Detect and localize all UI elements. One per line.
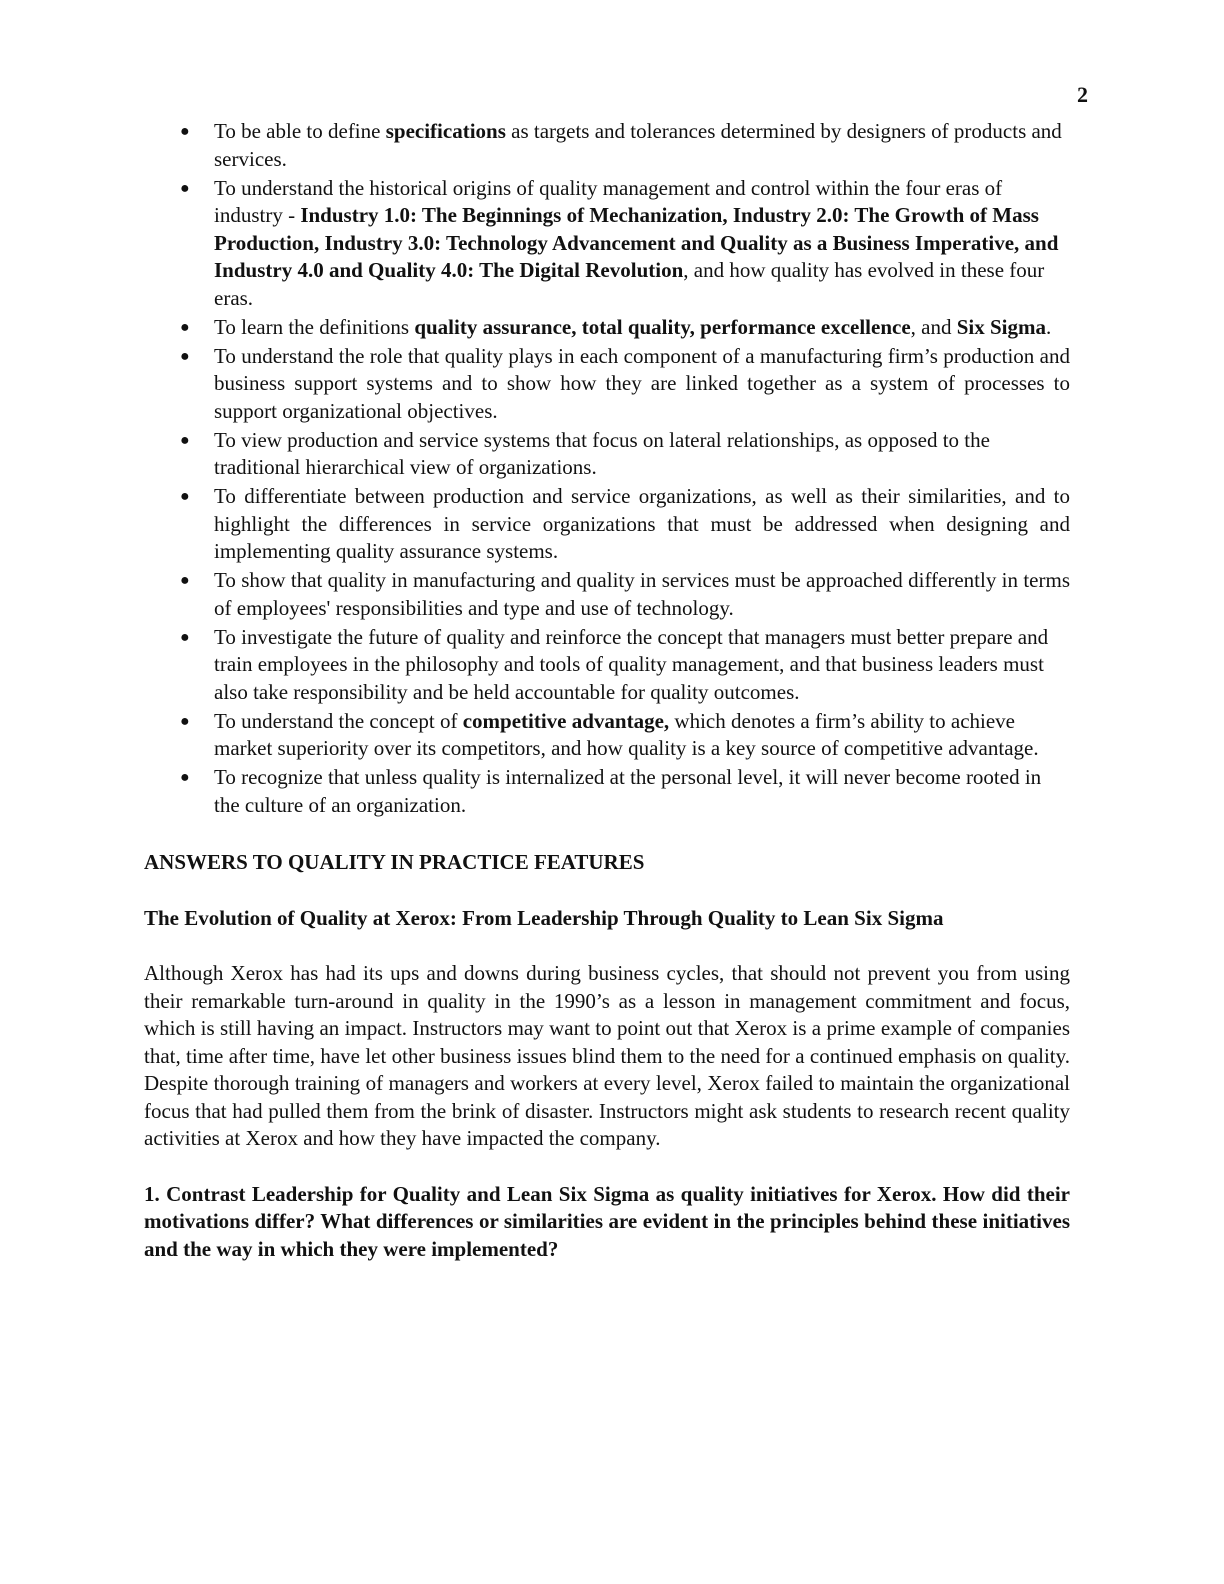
objective-emphasis: competitive advantage, <box>462 708 670 733</box>
objective-emphasis: Six Sigma <box>956 314 1047 339</box>
bullet-icon: ● <box>180 572 190 589</box>
objective-text: To view production and service systems that focus on lateral relationships, as opposed to the traditional hierarchical view of organizations. <box>214 427 990 479</box>
document-body <box>144 118 1070 1263</box>
objective-item <box>144 567 1070 622</box>
objective-text: To be able to define <box>214 119 386 143</box>
feature-title: The Evolution of Quality at Xerox: From Leadership Through Quality to Lean Six Sigma <box>144 905 944 930</box>
objective-emphasis: quality assurance, total quality, performance excellence <box>414 314 911 339</box>
bullet-icon: ● <box>180 123 190 140</box>
bullet-icon: ● <box>180 179 190 197</box>
objective-item <box>144 175 1070 313</box>
objective-text: which denotes a firm’s ability to achieve market superiority over its competitors, and how quality is a key source of competitive advantage. <box>214 708 1039 760</box>
page-number: 2 <box>1077 82 1088 107</box>
objective-text: To show that quality in manufacturing and quality in services must be approached differently in terms of employees' responsibilities and type and use of technology. <box>214 568 1070 620</box>
objectives-list <box>144 118 1070 819</box>
objective-emphasis: specifications <box>385 119 506 143</box>
bullet-icon: ● <box>180 347 190 365</box>
objective-text: , and how quality has evolved in these four eras. <box>214 258 1045 310</box>
section-heading: ANSWERS TO QUALITY IN PRACTICE FEATURES <box>144 850 645 874</box>
objective-item <box>144 624 1070 707</box>
objective-text: To investigate the future of quality and reinforce the concept that managers must better prepare and train employees in the philosophy and tools of quality management, and that business leaders must also take responsibility and be held accountable for quality outcomes. <box>214 624 1049 704</box>
bullet-icon: ● <box>180 488 190 505</box>
objective-item <box>144 708 1070 763</box>
objective-item <box>144 764 1070 819</box>
objective-text: To understand the concept of <box>214 708 463 733</box>
objective-item <box>144 483 1070 566</box>
feature-paragraph: Although Xerox has had its ups and downs during business cycles, that should not prevent you from using their remarkable turn-around in quality in the 1990’s as a lesson in management commitment and focus, which is still having an impact. Instructors may want to point out that Xerox is a prime example of companies that, time after time, have let other business issues blind them to the need for a continued emphasis on quality. Despite thorough training of managers and workers at every level, Xerox failed to maintain the organizational focus that had pulled them from the brink of disaster. Instructors might ask students to research recent quality activities at Xerox and how they have impacted the company. <box>144 961 1070 1150</box>
bullet-icon: ● <box>180 769 190 786</box>
objective-text: as targets and tolerances determined by designers of products and services. <box>214 119 1062 171</box>
objective-text: To learn the definitions <box>214 314 415 339</box>
objective-emphasis: Industry 1.0: The Beginnings of Mechanization, Industry 2.0: The Growth of Mass Production, Industry 3.0: Technology Advancement and Quality as a Business Imperative, and Industry 4.0 and Quality 4.0: The Digital Revolution <box>214 203 1059 282</box>
objective-text: To recognize that unless quality is internalized at the personal level, it will never become rooted in the culture of an organization. <box>214 765 1042 817</box>
objective-text: To understand the role that quality plays in each component of a manufacturing firm’s production and business support systems and to show how they are linked together as a system of processes to support organizational objectives. <box>214 343 1070 423</box>
objective-item <box>144 427 1070 482</box>
objective-text: , and <box>910 314 957 339</box>
bullet-icon: ● <box>180 712 190 730</box>
bullet-icon: ● <box>180 628 190 646</box>
bullet-icon: ● <box>180 431 190 449</box>
objective-item <box>144 314 1070 342</box>
bullet-icon: ● <box>180 318 190 336</box>
objective-text: To differentiate between production and service organizations, as well as their similarities, and to highlight the differences in service organizations that must be addressed when designing and implementing quality assurance systems. <box>214 484 1070 563</box>
discussion-question: 1. Contrast Leadership for Quality and Lean Six Sigma as quality initiatives for Xerox. How did their motivations differ? What differences or similarities are evident in the principles behind these initiatives and the way in which they were implemented? <box>144 1181 1070 1261</box>
objective-text: . <box>1046 314 1052 339</box>
objective-text: To understand the historical origins of quality management and control within the four eras of industry - <box>214 175 1003 227</box>
objective-item <box>144 343 1070 426</box>
objective-item <box>144 118 1070 173</box>
